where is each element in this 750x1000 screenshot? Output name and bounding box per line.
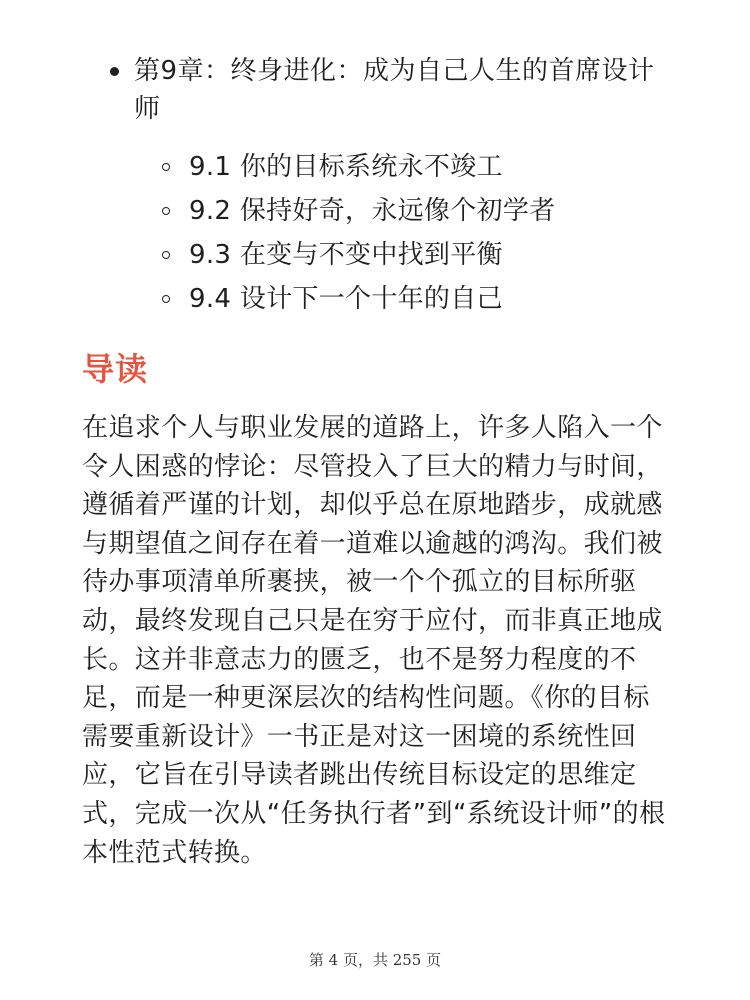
bullet-circle-icon [162,163,170,171]
subsection-label: 9.3 在变与不变中找到平衡 [189,240,503,270]
chapter-title: 第9章：终身进化：成为自己人生的首席设计师 [134,56,655,124]
subsection-item [162,145,555,189]
section-heading: 导读 [82,350,149,388]
intro-paragraph: 在追求个人与职业发展的道路上，许多人陷入一个令人困惑的悖论：尽管投入了巨大的精力与时间，遵循着严谨的计划，却似乎总在原地踏步，成就感与期望值之间存在着一道难以逾越的鸿沟。我们被待办事项清单所裹挟，被一个个孤立的目标所驱动，最终发现自己只是在穷于应付，而非真正地成长。这并非意志力的匮乏，也不是努力程度的不足，而是一种更深层次的结构性问题。《你的目标需要重新设计》一书正是对这一困境的系统性回应，它旨在引导读者跳出传统目标设定的思维定式，完成一次从“任务执行者”到“系统设计师”的根本性范式转换。 [82,413,666,868]
subsection-list [162,145,555,321]
subsection-item [162,277,555,321]
subsection-item [162,189,555,233]
bullet-circle-icon [162,251,170,259]
bullet-circle-icon [162,207,170,215]
chapter-list [110,52,670,128]
chapter-item [110,52,670,128]
bullet-disc-icon [110,67,119,76]
subsection-label: 9.1 你的目标系统永不竣工 [189,152,503,182]
subsection-item [162,233,555,277]
page-indicator: 第 4 页，共 255 页 [308,951,442,969]
bullet-circle-icon [162,295,170,303]
subsection-label: 9.2 保持好奇，永远像个初学者 [189,196,556,226]
subsection-label: 9.4 设计下一个十年的自己 [189,284,503,314]
